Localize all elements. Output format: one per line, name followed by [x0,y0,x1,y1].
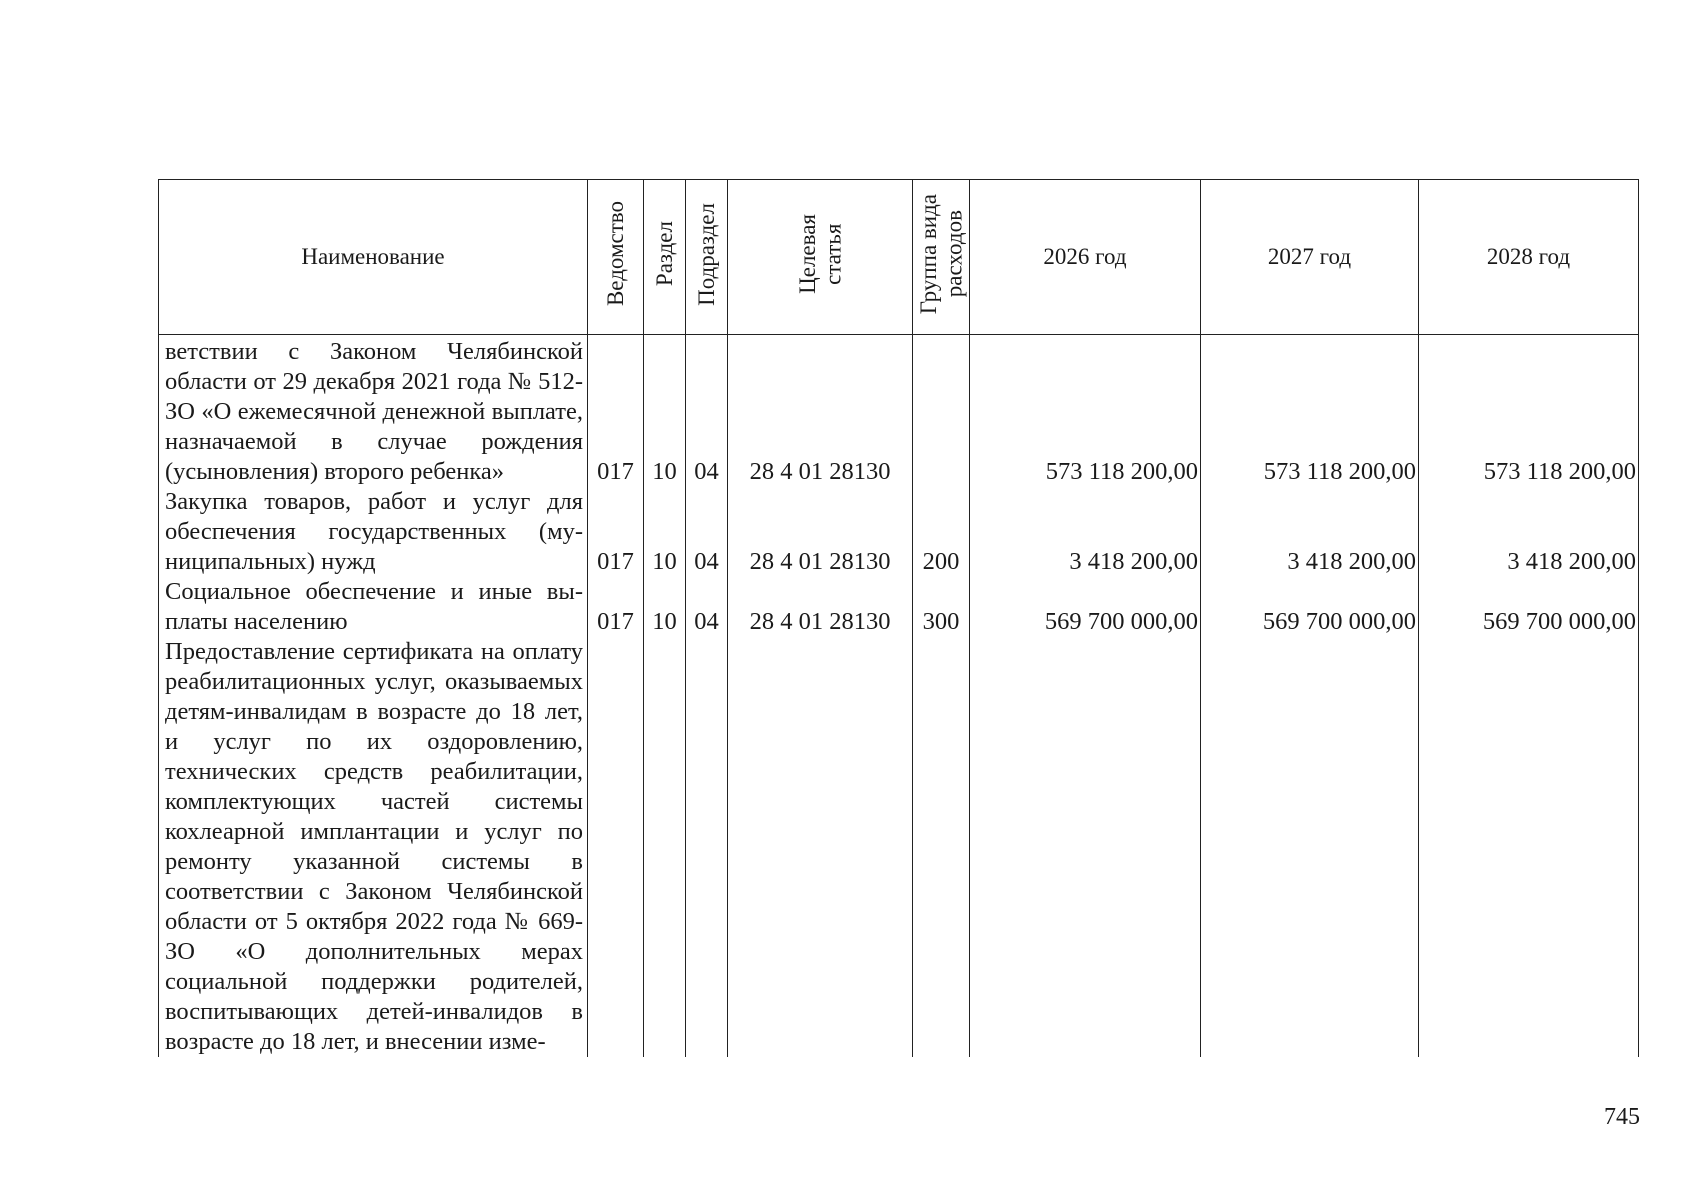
header-target-article-line2: статья [820,223,845,285]
row-target-article [728,637,913,1057]
header-name-label: Наименование [301,244,445,269]
table-row [159,637,1639,1057]
row-year-2027: 573 118 200,00 [1201,335,1419,488]
row-subsection [686,637,728,1057]
row-year-2027 [1201,637,1419,1057]
row-name: Закупка товаров, работ и услуг для обеспечения государственных (муниципальных) нужд [159,487,588,577]
header-name [159,180,588,335]
row-year-2028 [1419,637,1639,1057]
row-department: 017 [588,487,644,577]
header-expense-group-line1: Группа вида [915,193,941,315]
row-expense-group [913,335,970,488]
header-year-2027-label: 2027 год [1267,244,1352,269]
row-year-2028: 573 118 200,00 [1419,335,1639,488]
header-subsection-label: Подраздел [693,202,719,306]
header-department [588,180,644,335]
row-subsection: 04 [686,577,728,637]
header-expense-group [913,180,970,335]
header-year-2027 [1201,180,1419,335]
header-year-2028 [1419,180,1639,335]
row-department: 017 [588,577,644,637]
header-year-2026-label: 2026 год [1043,244,1127,269]
header-department-label: Ведомство [602,201,628,307]
row-year-2027: 569 700 000,00 [1201,577,1419,637]
header-section-label: Раздел [651,221,677,287]
row-section [644,637,686,1057]
header-target-article-label [795,214,846,294]
row-target-article: 28 4 01 28130 [728,335,913,488]
row-expense-group [913,637,970,1057]
budget-table [158,179,1639,1057]
header-section [644,180,686,335]
row-year-2027: 3 418 200,00 [1201,487,1419,577]
row-year-2026: 3 418 200,00 [970,487,1201,577]
table-row [159,335,1639,488]
row-name: ветствии с Законом Челябинской области от 29 декабря 2021 года № 512-ЗО «О ежемесячной денежной выплате, назначаемой в случае рождения (усыновления) второго ребенка» [159,335,588,488]
row-department [588,637,644,1057]
row-expense-group: 200 [913,487,970,577]
row-subsection: 04 [686,487,728,577]
page-number: 745 [1604,1104,1640,1130]
row-section: 10 [644,487,686,577]
row-name: Предоставление сертификата на оплату реабилитационных услуг, оказываемых детям-инвалидам в возрасте до 18 лет, и услуг по их оздоровлению, технических средств реабилитации, комплектующих частей системы кохлеарной имплантации и услуг по ремонту указанной системы в соответствии с Законом Челябинской области от 5 октября 2022 года № 669-ЗО «О дополнительных мерах социальной поддержки родителей, воспитывающих детей-инвалидов в возрасте до 18 лет, и внесении изме- [159,637,588,1057]
header-subsection [686,180,728,335]
header-target-article-line1: Целевая [794,214,820,294]
table-row [159,577,1639,637]
row-department: 017 [588,335,644,488]
table-row [159,487,1639,577]
row-subsection: 04 [686,335,728,488]
row-target-article: 28 4 01 28130 [728,487,913,577]
row-expense-group: 300 [913,577,970,637]
row-section: 10 [644,577,686,637]
row-name: Социальное обеспечение и иные выплаты населению [159,577,588,637]
row-section: 10 [644,335,686,488]
row-year-2028: 569 700 000,00 [1419,577,1639,637]
row-target-article: 28 4 01 28130 [728,577,913,637]
table-header-row [159,180,1639,335]
row-year-2026: 569 700 000,00 [970,577,1201,637]
header-year-2026 [970,180,1201,335]
row-year-2028: 3 418 200,00 [1419,487,1639,577]
header-expense-group-line2: расходов [941,210,966,298]
header-year-2028-label: 2028 год [1486,244,1571,269]
row-year-2026 [970,637,1201,1057]
header-target-article [728,180,913,335]
row-year-2026: 573 118 200,00 [970,335,1201,488]
header-expense-group-label [916,194,967,314]
